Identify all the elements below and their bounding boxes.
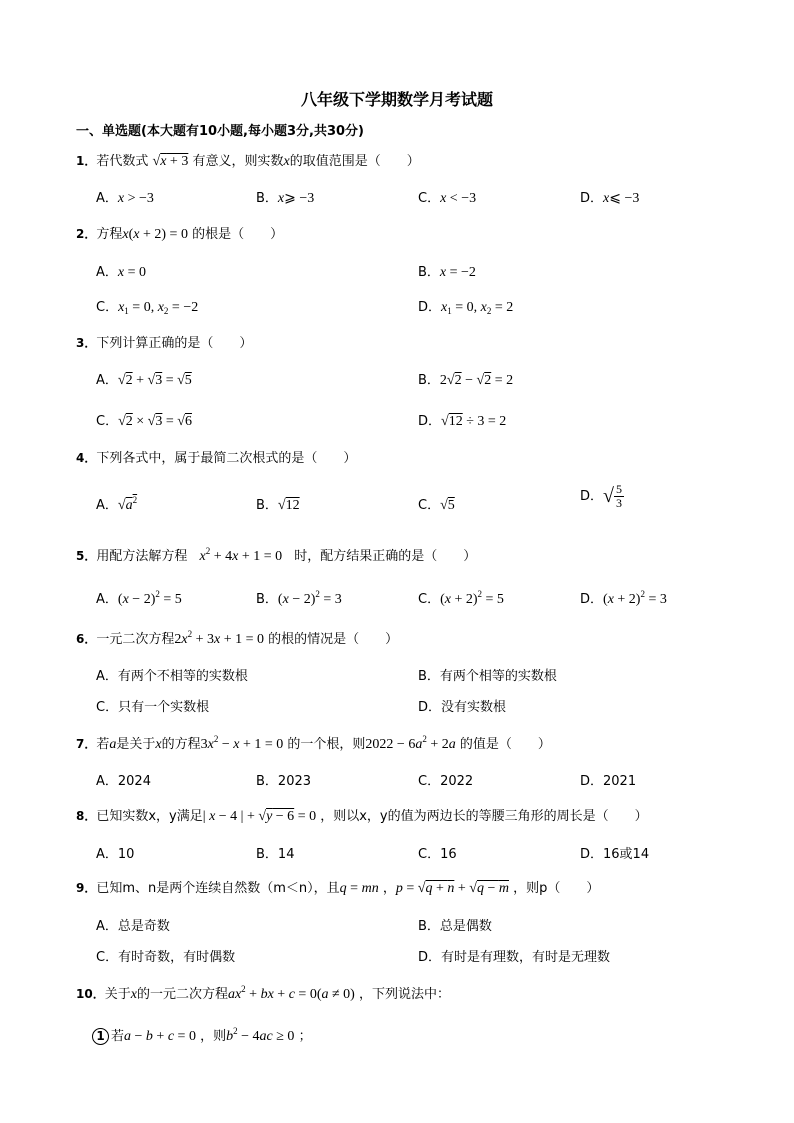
- question-text: 的值是（ ）: [459, 737, 551, 752]
- question-text: ，下列说法中：: [358, 987, 450, 1002]
- option-d[interactable]: D．2021: [580, 774, 637, 789]
- option-c[interactable]: C．x < −3: [418, 191, 477, 206]
- page-title: 八年级下学期数学月考试题: [300, 90, 493, 109]
- option-c[interactable]: C．只有一个实数根: [96, 700, 210, 715]
- option-c[interactable]: C．√5: [418, 498, 455, 513]
- question-text: ，: [382, 881, 396, 896]
- question-number: 10．: [76, 987, 105, 1001]
- option-b[interactable]: B．2√2 − √2 = 2: [418, 373, 514, 388]
- question-7: [76, 733, 551, 753]
- math-var: x: [130, 987, 137, 1002]
- question-9: [76, 877, 599, 897]
- question-text: 的一元二次方程: [136, 987, 228, 1002]
- option-d[interactable]: D．√12 ÷ 3 = 2: [418, 414, 507, 429]
- question-text: 的根是（ ）: [192, 227, 284, 242]
- statement-text: ，则: [200, 1029, 227, 1044]
- math-var: x: [283, 154, 290, 169]
- question-text: 已知m、n是两个连续自然数（m＜n），且: [96, 881, 340, 896]
- question-text: 若: [96, 737, 110, 752]
- question-number: 9．: [76, 881, 97, 895]
- option-d[interactable]: D．$(x + 2)^2 = 3$: [580, 589, 667, 607]
- math-var: x: [155, 737, 162, 752]
- question-number: 7．: [76, 737, 97, 751]
- question-text: 方程: [96, 227, 123, 242]
- question-text: 的根的情况是（ ）: [268, 632, 399, 647]
- question-text: 的取值范围是（ ）: [289, 154, 420, 169]
- question-text: 已知实数x，y满足: [96, 809, 203, 824]
- question-text: 时，配方结果正确的是（ ）: [294, 549, 477, 564]
- option-a[interactable]: A．总是奇数: [96, 919, 170, 934]
- math-expr: $x^2 + 4x + 1 = 0$: [199, 546, 283, 564]
- question-number: 6．: [76, 632, 97, 646]
- question-6: [76, 628, 398, 648]
- math-var: a: [109, 737, 117, 752]
- option-d[interactable]: D．x⩽ −3: [580, 191, 640, 206]
- question-4: [76, 447, 356, 466]
- option-c[interactable]: C．有时奇数，有时偶数: [96, 950, 236, 965]
- math-expr: $3x^2 - x + 1 = 0$: [200, 734, 284, 752]
- question-3: [76, 332, 252, 351]
- question-text: 的方程: [161, 737, 201, 752]
- option-b[interactable]: B．$(x - 2)^2 = 3$: [256, 589, 342, 607]
- question-text: 的一个根，则: [287, 737, 366, 752]
- question-text: 是关于: [116, 737, 156, 752]
- math-expr: $2022 - 6a^2 + 2a$: [365, 734, 456, 752]
- section-heading: 一、单选题(本大题有10小题,每小题3分,共30分): [76, 124, 364, 139]
- question-text: 下列计算正确的是（ ）: [96, 336, 253, 351]
- question-2: [76, 223, 283, 243]
- question-1: [76, 150, 420, 170]
- statement-1: [92, 1025, 312, 1045]
- option-b[interactable]: B．√12: [256, 498, 300, 513]
- option-c[interactable]: C．2022: [418, 774, 474, 789]
- question-number: 8．: [76, 809, 97, 823]
- question-10: [76, 983, 450, 1003]
- math-expr: p = √q + n + √q − m: [395, 881, 509, 896]
- option-a[interactable]: A．$(x - 2)^2 = 5$: [96, 589, 182, 607]
- question-text: ，则p（ ）: [513, 881, 600, 896]
- option-c[interactable]: C．√2 × √3 = √6: [96, 414, 192, 429]
- option-c[interactable]: C．$(x + 2)^2 = 5$: [418, 589, 504, 607]
- option-a[interactable]: A．x = 0: [96, 265, 147, 280]
- circled-number: 1: [92, 1028, 109, 1045]
- question-text: 用配方法解方程: [96, 549, 188, 564]
- option-a[interactable]: A．√2 + √3 = √5: [96, 373, 192, 388]
- option-d[interactable]: D．有时是有理数，有时是无理数: [418, 950, 611, 965]
- option-a[interactable]: A．10: [96, 847, 135, 862]
- option-a[interactable]: A．有两个不相等的实数根: [96, 669, 248, 684]
- option-c[interactable]: C．16: [418, 847, 457, 862]
- option-c[interactable]: C．$x_1 = 0$, $x_2 = -2$: [96, 300, 199, 316]
- option-a[interactable]: A．$√a^2$: [96, 495, 138, 513]
- math-expr: q = mn: [339, 881, 379, 896]
- question-text: 一元二次方程: [96, 632, 175, 647]
- option-b[interactable]: B．总是偶数: [418, 919, 492, 934]
- option-b[interactable]: B．x⩾ −3: [256, 191, 315, 206]
- math-expr: x(x + 2) = 0: [122, 227, 188, 242]
- option-b[interactable]: B．有两个相等的实数根: [418, 669, 557, 684]
- option-b[interactable]: B．x = −2: [418, 265, 476, 280]
- option-a[interactable]: A．2024: [96, 774, 151, 789]
- question-number: 5．: [76, 549, 97, 563]
- question-number: 1．: [76, 154, 97, 168]
- question-number: 2．: [76, 227, 97, 241]
- math-expr: | x − 4 | + √y − 6 = 0: [202, 809, 317, 824]
- math-expr: √x + 3: [152, 154, 189, 169]
- option-d[interactable]: D．16或14: [580, 847, 650, 862]
- math-expr: a − b + c = 0: [124, 1029, 196, 1044]
- question-text: ，则以x，y的值为两边长的等腰三角形的周长是（ ）: [320, 809, 648, 824]
- option-d[interactable]: D．没有实数根: [418, 700, 507, 715]
- option-d[interactable]: D．$x_1 = 0$, $x_2 = 2$: [418, 300, 514, 316]
- question-8: [76, 805, 648, 825]
- statement-text: ；: [298, 1029, 312, 1044]
- question-text: 关于: [104, 987, 131, 1002]
- question-text: 有意义，则实数: [192, 154, 284, 169]
- question-number: 3．: [76, 336, 97, 350]
- option-b[interactable]: B．2023: [256, 774, 312, 789]
- math-expr: $ax^2$ + bx + c = 0(a ≠ 0): [227, 984, 355, 1002]
- question-text: 若代数式: [96, 154, 149, 169]
- question-number: 4．: [76, 451, 97, 465]
- option-a[interactable]: A．x > −3: [96, 191, 154, 206]
- math-expr: $b^2 - 4ac \ge 0$: [226, 1026, 295, 1044]
- question-text: 下列各式中，属于最简二次根式的是（ ）: [96, 451, 357, 466]
- math-expr: $2x^2 + 3x + 1 = 0$: [174, 629, 265, 647]
- option-b[interactable]: B．14: [256, 847, 295, 862]
- statement-text: 若: [111, 1029, 125, 1044]
- option-d[interactable]: D．√ $\frac{5}{3}$: [580, 482, 622, 510]
- question-5: [76, 545, 476, 565]
